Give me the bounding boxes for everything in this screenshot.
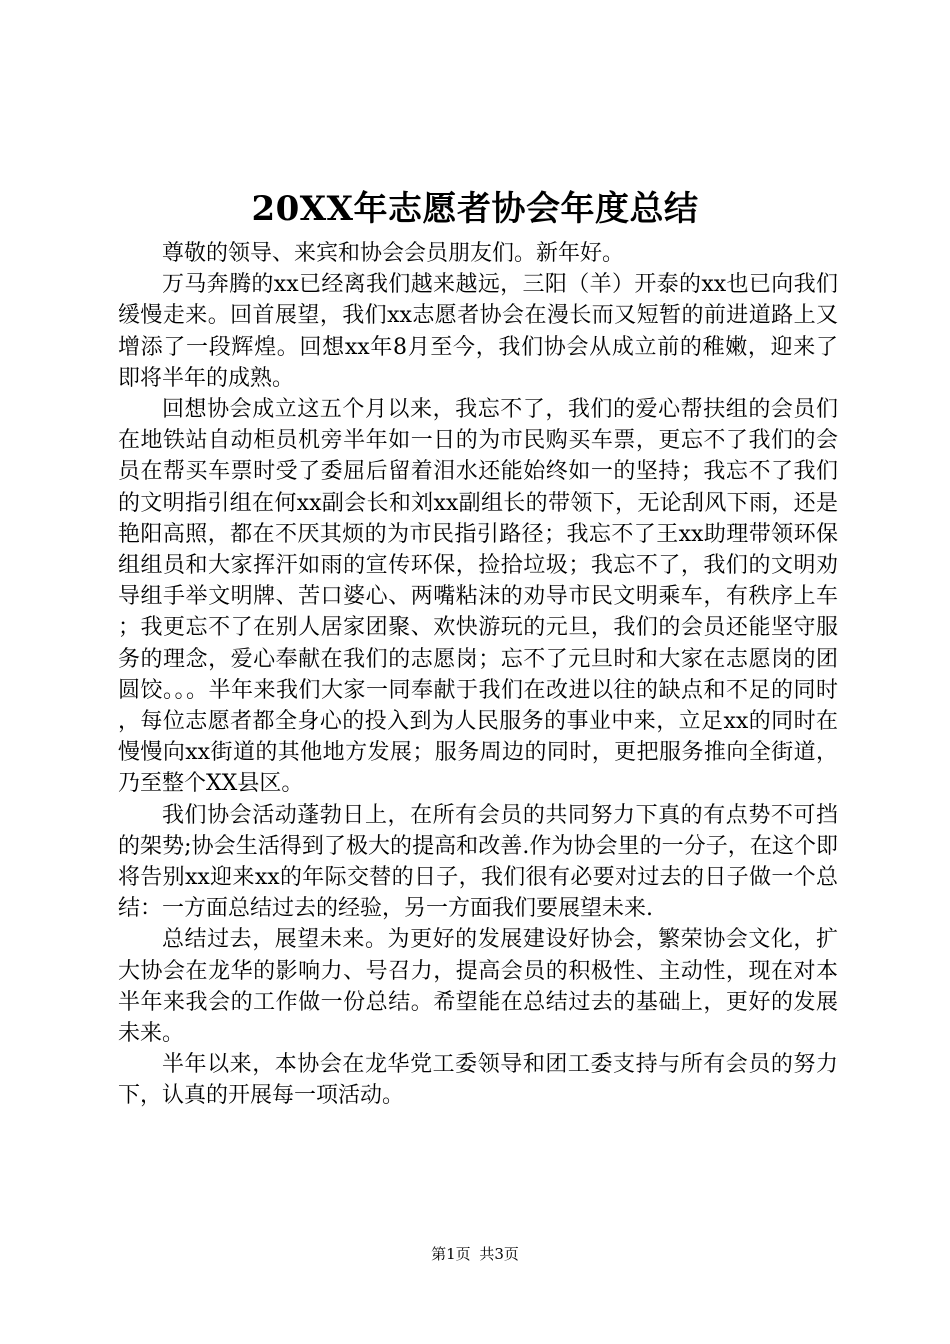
document-body [118,238,838,1112]
document-title: 20XX年志愿者协会年度总结 [251,189,699,229]
page-total: 共3页 [479,1245,519,1263]
paragraph-greeting: 尊敬的领导、来宾和协会会员朋友们。新年好。 [162,241,625,266]
paragraph-summary-purpose: 总结过去，展望未来。为更好的发展建设好协会，繁荣协会文化，扩大协会在龙华的影响力、号召力，提高会员的积极性、主动性，现在对本半年来我会的工作做一份总结。希望能在总结过去的基础上，更好的发展未来。 [118,927,838,1047]
paragraph-intro: 万马奔腾的xx已经离我们越来越远，三阳（羊）开泰的xx也已向我们缓慢走来。回首展望，我们xx志愿者协会在漫长而又短暂的前进道路上又增添了一段辉煌。回想xx年8月至今，我们协会从成立前的稚嫩，迎来了即将半年的成熟。 [118,272,838,391]
page-footer [0,1244,950,1264]
paragraph-recollection: 回想协会成立这五个月以来，我忘不了，我们的爱心帮扶组的会员们在地铁站自动柜员机旁半年如一日的为市民购买车票，更忘不了我们的会员在帮买车票时受了委屈后留着泪水还能始终如一的坚持；我忘不了我们的文明指引组在何xx副会长和刘xx副组长的带领下，无论刮风下雨，还是艳阳高照，都在不厌其烦的为市民指引路径；我忘不了王xx助理带领环保组组员和大家挥汗如雨的宣传环保，捡拾垃圾；我忘不了，我们的文明劝导组手举文明牌、苦口婆心、两嘴粘沫的劝导市民文明乘车，有秩序上车；我更忘不了在别人居家团聚、欢快游玩的元旦，我们的会员还能坚守服务的理念，爱心奉献在我们的志愿岗；忘不了元旦时和大家在志愿岗的团圆饺。。。半年来我们大家一同奉献于我们在改进以往的缺点和不足的同时，每位志愿者都全身心的投入到为人民服务的事业中来，立足xx的同时在慢慢向xx街道的其他地方发展；服务周边的同时，更把服务推向全街道，乃至整个XX县区。 [118,397,838,797]
page-number: 第1页 [431,1245,471,1263]
paragraph-development: 我们协会活动蓬勃日上，在所有会员的共同努力下真的有点势不可挡的架势;协会生活得到了极大的提高和改善.作为协会里的一分子，在这个即将告别xx迎来xx的年际交替的日子，我们很有必要对过去的日子做一个总结：一方面总结过去的经验，另一方面我们要展望未来. [118,802,838,922]
paragraph-activities: 半年以来，本协会在龙华党工委领导和团工委支持与所有会员的努力下，认真的开展每一项活动。 [118,1052,838,1109]
